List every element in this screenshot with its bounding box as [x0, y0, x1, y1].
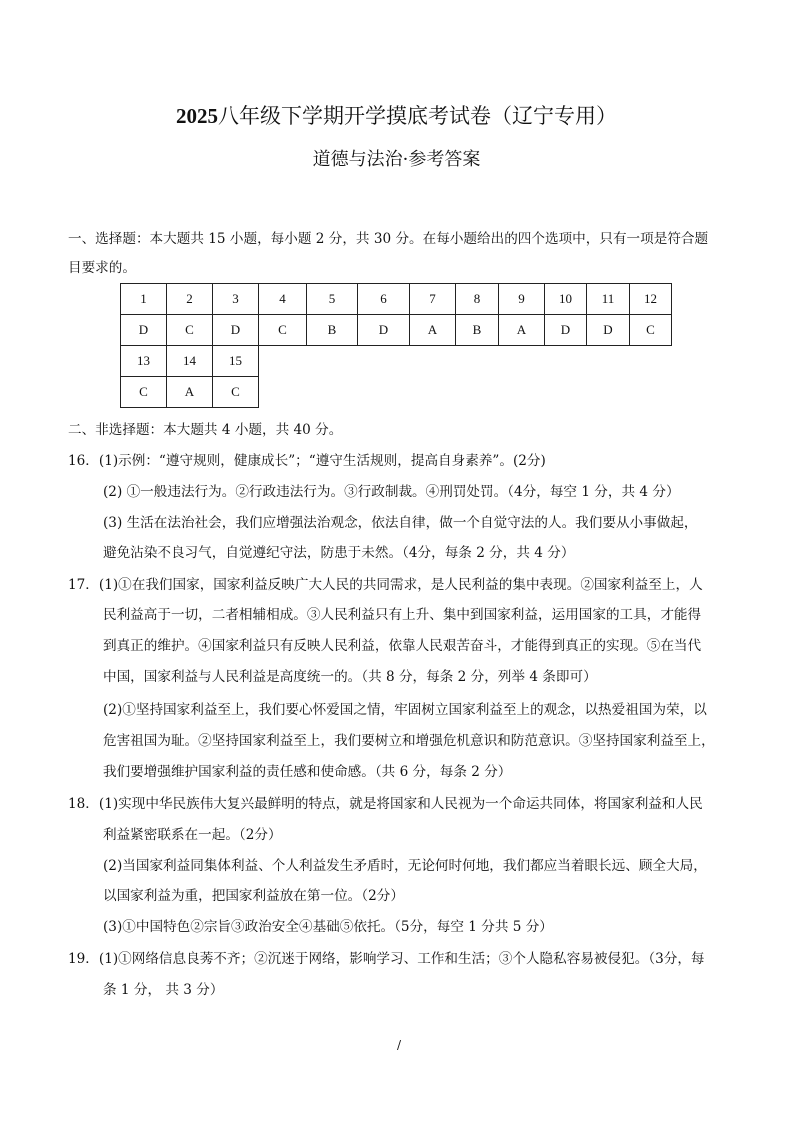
title-text: 八年级下学期开学摸底考试卷（辽宁专用） [218, 104, 617, 128]
q16-line: (2) ①一般违法行为。②行政违法行为。③行政制裁。④刑罚处罚。（4分，每空 1 分，共 4 分） [103, 484, 680, 500]
table-cell-answer: C [630, 315, 672, 346]
table-cell-answer: D [587, 315, 630, 346]
table-cell-number: 8 [456, 284, 499, 315]
q18-line: 18．(1)实现中华民族伟大复兴最鲜明的特点，就是将国家和人民视为一个命运共同体，将国家利益和人民 [68, 796, 703, 812]
table-cell-number: 4 [259, 284, 307, 315]
table-row [121, 377, 672, 408]
table-cell-number: 14 [167, 346, 213, 377]
table-cell-number: 13 [121, 346, 167, 377]
q16-line: 避免沾染不良习气，自觉遵纪守法，防患于未然。（4分，每条 2 分，共 4 分） [103, 545, 575, 561]
answer-table [120, 283, 672, 408]
table-empty-space [259, 346, 672, 377]
table-cell-answer: C [121, 377, 167, 408]
q18-line: (3)①中国特色②宗旨③政治安全④基础⑤依托。（5分，每空 1 分共 5 分） [103, 919, 553, 935]
table-cell-answer: D [545, 315, 587, 346]
section1-instruction-cont: 目要求的。 [68, 260, 136, 276]
table-cell-number: 15 [213, 346, 259, 377]
q17-line: 我们要增强维护国家利益的责任感和使命感。（共 6 分，每条 2 分） [103, 764, 512, 780]
table-cell-number: 3 [213, 284, 259, 315]
table-cell-number: 2 [167, 284, 213, 315]
table-cell-number: 10 [545, 284, 587, 315]
table-cell-answer: D [121, 315, 167, 346]
table-cell-answer: A [410, 315, 456, 346]
q19-line: 19．(1)①网络信息良莠不齐；②沉迷于网络，影响学习、工作和生活；③个人隐私容易被侵犯。（3分，每 [68, 951, 705, 967]
table-cell-answer: C [213, 377, 259, 408]
table-cell-number: 12 [630, 284, 672, 315]
q16-line: (3) 生活在法治社会，我们应增强法治观念，依法自律，做一个自觉守法的人。我们要从小事做起， [103, 515, 698, 531]
page-title [0, 101, 793, 131]
q17-line: 到真正的维护。④国家利益只有反映人民利益，依靠人民艰苦奋斗，才能得到真正的实现。⑤在当代 [103, 638, 702, 654]
table-cell-answer: D [358, 315, 410, 346]
table-cell-number: 5 [307, 284, 358, 315]
q19-line: 条 1 分， 共 3 分） [103, 982, 224, 998]
table-cell-answer: D [213, 315, 259, 346]
table-cell-answer: C [259, 315, 307, 346]
q18-line: 以国家利益为重，把国家利益放在第一位。（2分） [103, 888, 404, 904]
q18-line: 利益紧密联系在一起。（2分） [103, 827, 282, 843]
table-row [121, 315, 672, 346]
table-cell-answer: B [307, 315, 358, 346]
table-cell-answer: A [167, 377, 213, 408]
table-cell-number: 1 [121, 284, 167, 315]
table-empty-space [259, 377, 672, 408]
q16-line: 16．(1)示例：“遵守规则，健康成长”；“遵守生活规则，提高自身素养”。(2分) [68, 453, 546, 469]
table-cell-number: 11 [587, 284, 630, 315]
table-cell-number: 7 [410, 284, 456, 315]
q17-line: 危害祖国为耻。②坚持国家利益至上，我们要树立和增强危机意识和防范意识。③坚持国家利益至上， [103, 733, 715, 749]
q17-line: 民利益高于一切，二者相辅相成。③人民利益只有上升、集中到国家利益，运用国家的工具，才能得 [103, 607, 702, 623]
q17-line: (2)①坚持国家利益至上，我们要心怀爱国之情，牢固树立国家利益至上的观念，以热爱祖国为荣，以 [103, 702, 707, 718]
q18-line: (2)当国家利益同集体利益、个人利益发生矛盾时，无论何时何地，我们都应当着眼长远、顾全大局， [103, 858, 707, 874]
table-cell-number: 6 [358, 284, 410, 315]
table-row [121, 284, 672, 315]
table-cell-answer: C [167, 315, 213, 346]
section2-heading: 二、非选择题：本大题共 4 小题，共 40 分。 [68, 422, 343, 438]
table-cell-answer: A [499, 315, 545, 346]
page-footer: / [397, 1038, 402, 1052]
title-year: 2025 [176, 104, 218, 128]
table-row [121, 346, 672, 377]
section1-instruction: 一、选择题：本大题共 15 小题，每小题 2 分，共 30 分。在每小题给出的四个选项中，只有一项是符合题 [68, 231, 709, 247]
table-cell-answer: B [456, 315, 499, 346]
q17-line: 中国，国家利益与人民利益是高度统一的。（共 8 分，每条 2 分，列举 4 条即可） [103, 669, 597, 685]
q17-line: 17．(1)①在我们国家，国家利益反映广大人民的共同需求，是人民利益的集中表现。②国家利益至上，人 [68, 577, 703, 593]
table-cell-number: 9 [499, 284, 545, 315]
page-subtitle: 道德与法治·参考答案 [312, 149, 481, 170]
